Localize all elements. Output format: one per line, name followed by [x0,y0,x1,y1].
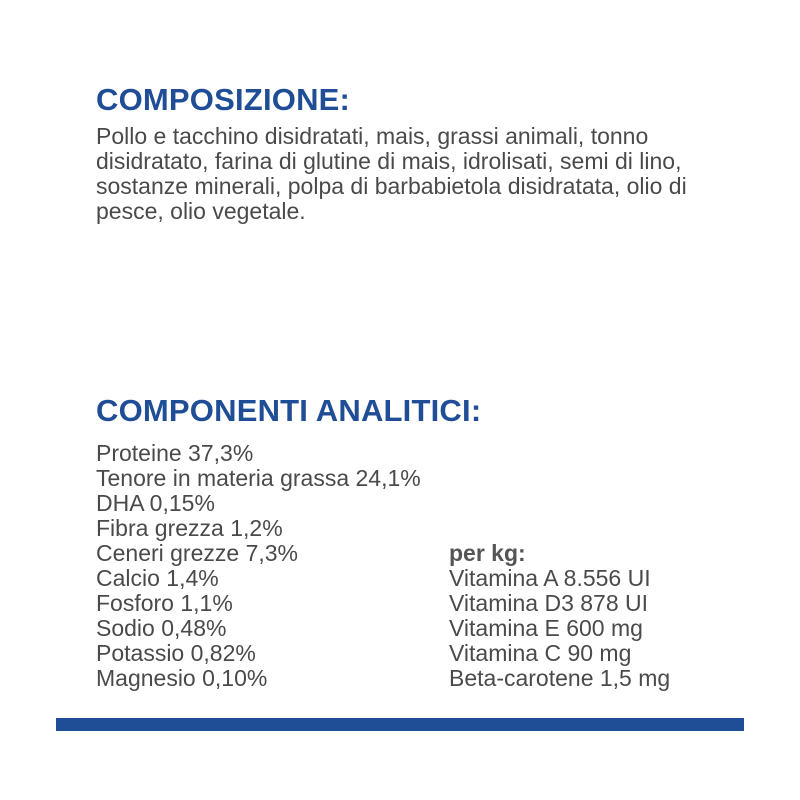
vitamins-list [449,541,670,691]
analytic-item-fat: Tenore in materia grassa 24,1% [96,465,421,491]
vitamin-item-d3: Vitamina D3 878 UI [449,590,649,616]
vitamin-item-beta-carotene: Beta-carotene 1,5 mg [449,665,671,691]
analytic-item-protein: Proteine 37,3% [96,440,254,466]
vitamin-item-c: Vitamina C 90 mg [449,640,632,666]
analytic-item-magnesium: Magnesio 0,10% [96,665,268,691]
analytic-item-dha: DHA 0,15% [96,490,215,516]
analytic-item-potassium: Potassio 0,82% [96,640,256,666]
analytic-item-calcium: Calcio 1,4% [96,565,219,591]
analytic-item-sodium: Sodio 0,48% [96,615,227,641]
composition-text: Pollo e tacchino disidratati, mais, grassi animali, tonno disidratato, farina di glutine di mais, idrolisati, semi di lino, sostanze minerali, polpa di barbabietola disidratata, olio di pesce, olio vegetale. [96,123,687,224]
analytics-heading: COMPONENTI ANALITICI: [96,393,482,428]
composition-heading: COMPOSIZIONE: [96,82,351,117]
analytic-item-ash: Ceneri grezze 7,3% [96,540,298,566]
analytic-item-fiber: Fibra grezza 1,2% [96,515,283,541]
per-kg-label: per kg: [449,540,526,566]
bottom-accent-bar [56,718,744,731]
analytic-components-list [96,441,421,691]
analytic-item-phosphorus: Fosforo 1,1% [96,590,233,616]
vitamin-item-e: Vitamina E 600 mg [449,615,643,641]
vitamin-item-a: Vitamina A 8.556 UI [449,565,651,591]
